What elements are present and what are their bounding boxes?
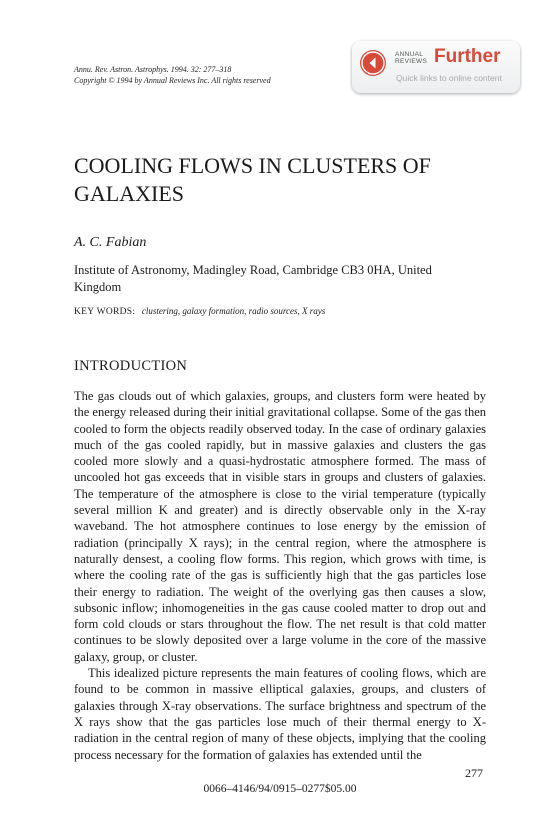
journal-line: Annu. Rev. Astron. Astrophys. 1994. 32: 277–318 xyxy=(74,65,232,74)
author: A. C. Fabian xyxy=(74,235,147,250)
further-word: Further xyxy=(434,46,501,67)
journal-citation xyxy=(74,64,271,86)
further-banner[interactable] xyxy=(352,41,520,93)
further-subtitle: Quick links to online content xyxy=(396,73,502,83)
copyright-line: Copyright © 1994 by Annual Reviews Inc. All rights reserved xyxy=(74,76,271,85)
keywords xyxy=(74,306,325,317)
article-title: COOLING FLOWS IN CLUSTERS OF GALAXIES xyxy=(74,153,431,206)
chevron-left-icon xyxy=(360,50,386,76)
paragraph: This idealized picture represents the main features of cooling flows, which are found to be common in massive elliptical galaxies, groups, and clusters of galaxies through X-ray observations. The surface brightness and spectrum of the X rays show that the gas particles lose much of their thermal energy to X-radiation in the central region of many of these objects, implying that the cooling process necessary for the formation of galaxies has extended until the xyxy=(74,666,486,762)
keywords-list: clustering, galaxy formation, radio sources, X rays xyxy=(141,306,326,316)
article-code: 0066–4146/94/0915–0277$05.00 xyxy=(203,783,357,795)
affiliation: Institute of Astronomy, Madingley Road, Cambridge CB3 0HA, United Kingdom xyxy=(74,263,432,294)
page-number: 277 xyxy=(465,766,483,780)
annual-reviews-label: ANNUAL REVIEWS xyxy=(395,51,428,65)
keywords-label: KEY WORDS: xyxy=(74,307,136,317)
section-heading: INTRODUCTION xyxy=(74,358,188,374)
body-text xyxy=(74,388,486,763)
paragraph: The gas clouds out of which galaxies, groups, and clusters form were heated by the energy released during their initial gravitational collapse. Some of the gas then cooled to form the objects readily observed today. In the case of ordinary galaxies much of the gas cooled rapidly, but in massive galaxies and clusters the gas cooled more slowly and a quasi-hydrostatic atmosphere formed. The mass of uncooled hot gas exceeds that in visible stars in groups and clusters of galaxies. The temperature of the atmosphere is close to the virial temperature (typically several million K and greater) and is directly observable only in the X-ray waveband. The hot atmosphere continues to lose energy by the emission of radiation (principally X rays); in the central region, where the atmosphere is naturally densest, a cooling flow forms. This region, which grows with time, is where the cooling rate of the gas is sufficiently high that the gas particles lose their energy to radiation. The weight of the overlying gas then causes a slow, subsonic inflow; inhomogeneities in the gas cause cooled matter to drop out and form cold clouds or stars throughout the flow. The net result is that cold matter continues to be slowly deposited over a large volume in the core of the massive galaxy, group, or cluster. xyxy=(74,389,486,664)
